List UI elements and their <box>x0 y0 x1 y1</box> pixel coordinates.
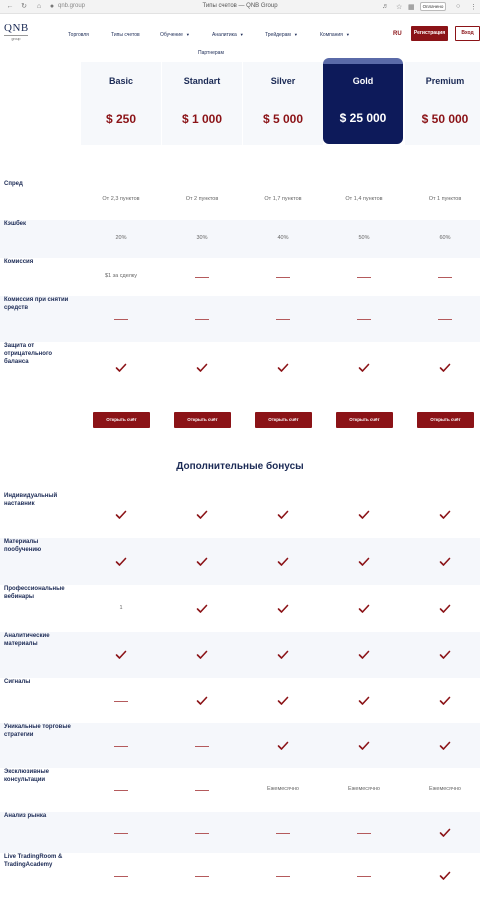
condition-row-label: Кэшбек <box>4 221 27 227</box>
bonus-section-title: Дополнительные бонусы <box>176 461 304 472</box>
browser-toolbar <box>0 0 480 14</box>
bonus-row-label: Эксклюзивные консультации <box>4 769 49 783</box>
check-icon <box>196 696 208 706</box>
plan-name: Standart <box>183 76 221 86</box>
extensions-icon[interactable]: ▦ <box>408 4 415 11</box>
bonus-row <box>0 678 480 723</box>
check-icon <box>358 741 370 751</box>
condition-cell-value: 30% <box>196 235 208 241</box>
check-icon <box>277 741 289 751</box>
bonus-row-label: Аналитические материалы <box>4 633 50 647</box>
plan-price: $ 25 000 <box>339 111 387 125</box>
condition-cell-value: $1 за сделку <box>104 273 138 279</box>
plan-name: Gold <box>352 76 374 86</box>
bonus-row <box>0 585 480 632</box>
back-icon[interactable]: ← <box>6 3 14 10</box>
bonus-row-label: Анализ рынка <box>4 813 47 819</box>
logo-sub: group <box>4 35 28 41</box>
condition-cell-value: От 1,4 пунктов <box>345 196 383 202</box>
dash-icon <box>276 277 290 278</box>
open-account-button-standart[interactable]: Открыть счёт <box>174 412 231 428</box>
dash-icon <box>276 833 290 834</box>
check-icon <box>115 557 127 567</box>
bookmark-icon[interactable]: ☆ <box>396 4 403 11</box>
dash-icon <box>114 876 128 877</box>
bonus-row-label: Live TradingRoom & TradingAcademy <box>4 854 63 868</box>
condition-cell-value: От 1,7 пунктов <box>264 196 302 202</box>
condition-row-label: Комиссия <box>4 259 34 265</box>
plan-name: Basic <box>108 76 134 86</box>
dash-icon <box>276 876 290 877</box>
dash-icon <box>195 277 209 278</box>
bonus-row <box>0 723 480 768</box>
condition-cell-value: 60% <box>439 235 451 241</box>
page-title: Типы счетов — QNB Group <box>202 3 278 9</box>
dash-icon <box>276 319 290 320</box>
check-icon <box>196 510 208 520</box>
plan-card-silver <box>243 62 323 145</box>
condition-cell-value: 40% <box>277 235 289 241</box>
profile-icon[interactable]: ○ <box>456 3 461 10</box>
address-bar[interactable]: qnb.group <box>58 3 86 9</box>
dash-icon <box>195 790 209 791</box>
plan-price: $ 250 <box>105 112 137 126</box>
plan-card-basic <box>81 62 161 145</box>
check-icon <box>196 557 208 567</box>
bonus-row-label: Уникальные торговые стратегии <box>4 724 71 738</box>
plan-card-gold <box>323 58 403 144</box>
dash-icon <box>438 277 452 278</box>
nav-item-partners[interactable]: Партнерам <box>198 50 224 56</box>
bonus-row <box>0 768 480 812</box>
open-account-button-premium[interactable]: Открыть счёт <box>417 412 474 428</box>
nav-item-analytics[interactable]: Аналитика ▼ <box>212 32 244 38</box>
bonus-row <box>0 492 480 538</box>
dash-icon <box>114 746 128 747</box>
condition-cell-value: От 2 пунктов <box>185 196 219 202</box>
condition-cell-value: 20% <box>115 235 127 241</box>
dash-icon <box>357 277 371 278</box>
check-icon <box>277 510 289 520</box>
open-account-button-gold[interactable]: Открыть счёт <box>336 412 393 428</box>
dash-icon <box>195 319 209 320</box>
plan-price: $ 5 000 <box>262 112 304 126</box>
check-icon <box>439 696 451 706</box>
bonus-cell-value: Ежемесячно <box>429 786 461 792</box>
check-icon <box>439 741 451 751</box>
bonus-row <box>0 853 480 898</box>
condition-row <box>0 220 480 258</box>
check-icon <box>358 510 370 520</box>
check-icon <box>439 363 451 373</box>
chevron-down-icon: ▼ <box>185 32 190 37</box>
dash-icon <box>438 319 452 320</box>
dash-icon <box>195 833 209 834</box>
nav-item-education[interactable]: Обучение ▼ <box>160 32 190 38</box>
nav-item-traders[interactable]: Трейдерам ▼ <box>265 32 298 38</box>
bonus-row <box>0 632 480 678</box>
check-icon <box>358 363 370 373</box>
dash-icon <box>195 876 209 877</box>
plan-card-standart <box>162 62 242 145</box>
check-icon <box>115 650 127 660</box>
check-icon <box>115 363 127 373</box>
bonus-row <box>0 812 480 853</box>
check-icon <box>439 650 451 660</box>
condition-cell-value: 50% <box>358 235 370 241</box>
open-account-button-silver[interactable]: Открыть счёт <box>255 412 312 428</box>
check-icon <box>277 696 289 706</box>
nav-item-company[interactable]: Компания ▼ <box>320 32 350 38</box>
home-icon[interactable]: ⌂ <box>36 3 42 10</box>
bonus-cell-value: Ежемесячно <box>267 786 299 792</box>
condition-cell-value: От 2,3 пунктов <box>102 196 140 202</box>
language-switch[interactable]: RU <box>393 31 402 37</box>
check-icon <box>358 604 370 614</box>
dash-icon <box>357 876 371 877</box>
condition-row-label: Защита от отрицательного баланса <box>4 343 53 365</box>
check-icon <box>277 650 289 660</box>
check-icon <box>358 696 370 706</box>
condition-row <box>0 342 480 394</box>
open-account-button-basic[interactable]: Открыть счёт <box>93 412 150 428</box>
bonus-row-label: Индивидуальный наставник <box>4 493 58 507</box>
condition-row <box>0 258 480 296</box>
register-button[interactable]: Регистрация <box>411 26 448 41</box>
chevron-down-icon: ▼ <box>239 32 244 37</box>
menu-dots-icon[interactable]: ⋮ <box>470 4 477 11</box>
check-icon <box>358 650 370 660</box>
extension-badge[interactable]: Оплачено <box>420 2 446 11</box>
check-icon <box>439 828 451 838</box>
nav-item-account-types[interactable]: Типы счетов <box>111 32 140 38</box>
dash-icon <box>357 319 371 320</box>
check-icon <box>439 604 451 614</box>
logo[interactable] <box>4 22 32 40</box>
check-icon <box>277 557 289 567</box>
dash-icon <box>195 746 209 747</box>
dash-icon <box>114 833 128 834</box>
check-icon <box>439 510 451 520</box>
bonus-row <box>0 538 480 585</box>
plan-price: $ 1 000 <box>181 112 223 126</box>
check-icon <box>115 510 127 520</box>
bonus-cell-value: Ежемесячно <box>348 786 380 792</box>
plan-card-premium <box>405 62 480 145</box>
lock-icon: ● <box>49 3 55 10</box>
condition-row <box>0 296 480 342</box>
nav-item-trading[interactable]: Торговля <box>68 32 89 38</box>
dash-icon <box>114 701 128 702</box>
chevron-down-icon: ▼ <box>345 32 350 37</box>
bonus-row-label: Профессиональные вебинары <box>4 586 65 600</box>
check-icon <box>277 363 289 373</box>
condition-cell-value: От 1 пунктов <box>428 196 462 202</box>
condition-row <box>0 180 480 220</box>
check-icon <box>439 871 451 881</box>
condition-row-label: Спред <box>4 181 23 187</box>
check-icon <box>196 650 208 660</box>
logo-mark: QNB <box>4 22 29 34</box>
check-icon <box>439 557 451 567</box>
dash-icon <box>357 833 371 834</box>
plan-name: Premium <box>425 76 465 86</box>
bonus-row-label: Сигналы <box>4 679 31 685</box>
plan-name: Silver <box>270 76 296 86</box>
condition-row-label: Комиссия при снятии средств <box>4 297 69 311</box>
check-icon <box>196 363 208 373</box>
bonus-row-label: Материалы пообучению <box>4 539 42 553</box>
reload-icon[interactable]: ↻ <box>21 3 27 10</box>
bonus-cell-value: 1 <box>119 604 123 611</box>
check-icon <box>196 604 208 614</box>
chevron-down-icon: ▼ <box>293 32 298 37</box>
plan-price: $ 50 000 <box>421 112 469 126</box>
dash-icon <box>114 790 128 791</box>
check-icon <box>358 557 370 567</box>
dash-icon <box>114 319 128 320</box>
login-button[interactable]: Вход <box>455 26 480 41</box>
check-icon <box>277 604 289 614</box>
audio-icon[interactable]: ♬ <box>382 3 389 10</box>
